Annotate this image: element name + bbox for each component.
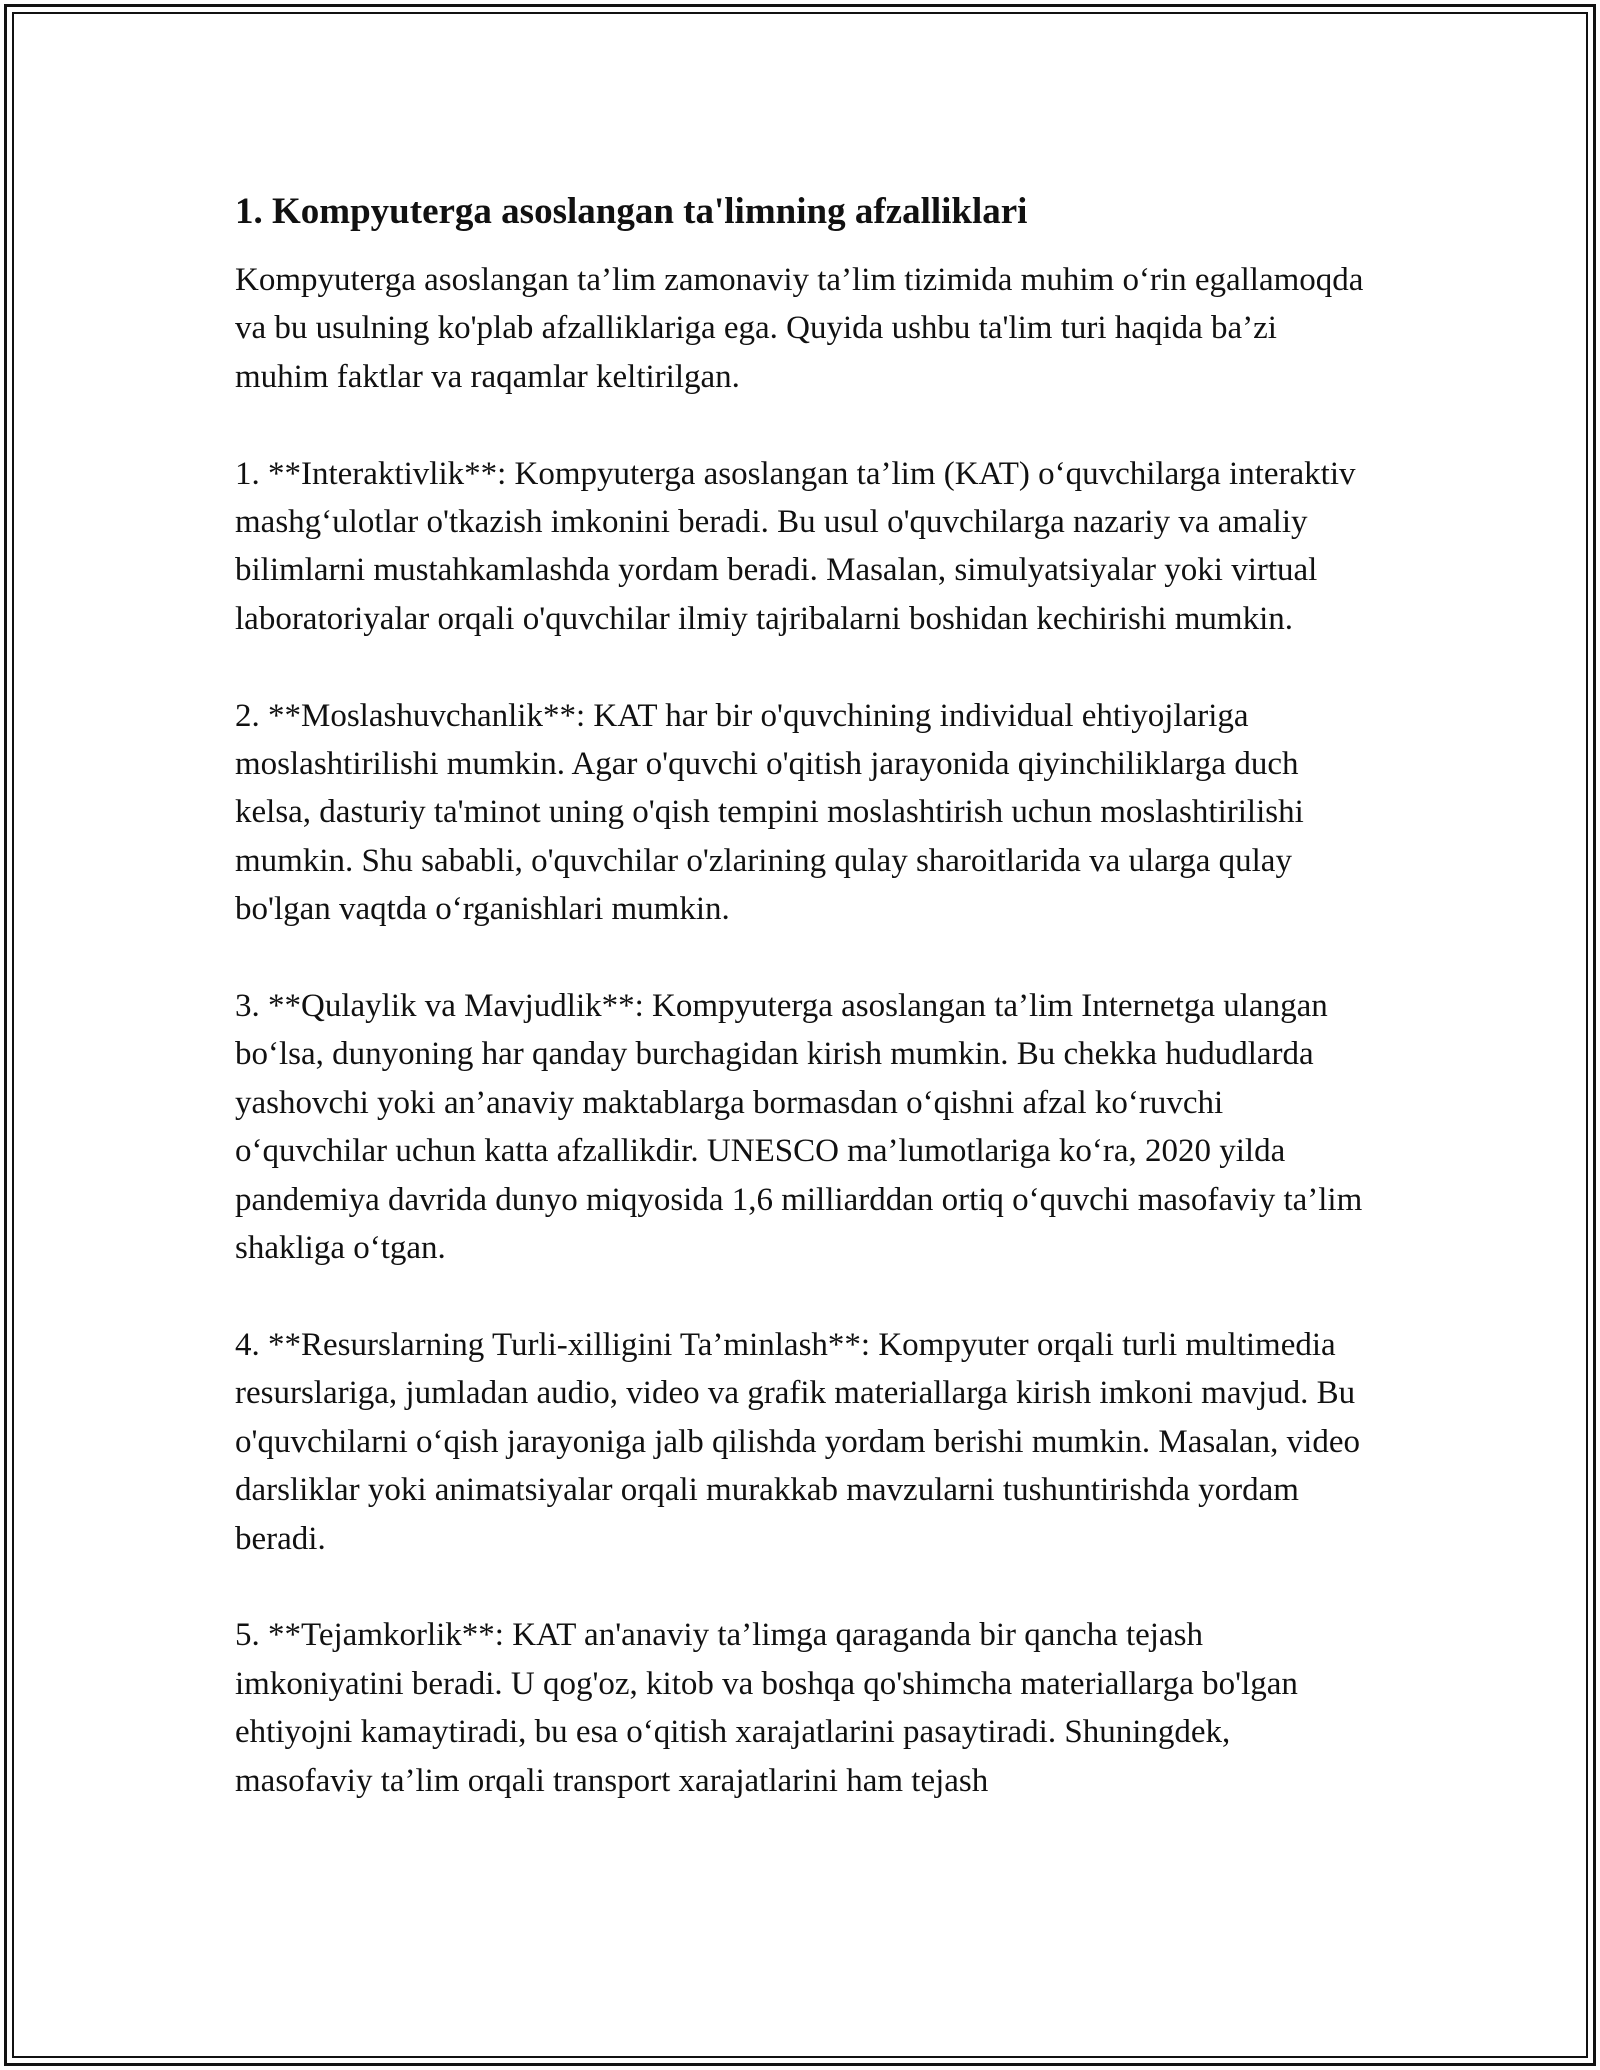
section-heading: 1. Kompyuterga asoslangan ta'limning afzalliklari xyxy=(235,191,1028,232)
paragraph-qulaylik: 3. **Qulaylik va Mavjudlik**: Kompyuterga asoslangan ta’lim Internetga ulangan bo‘lsa, dunyoning har qanday burchagidan kirish mumkin. Bu chekka hududlarda yashovchi yoki an’anaviy maktablarga bormasdan o‘qishni afzal ko‘ruvchi o‘quvchilar uchun katta afzallikdir. UNESCO ma’lumotlariga ko‘ra, 2020 yilda pandemiya davrida dunyo miqyosida 1,6 milliarddan ortiq o‘quvchi masofaviy ta’lim shakliga o‘tgan. xyxy=(235,988,1363,1267)
paragraph-interaktivlik: 1. **Interaktivlik**: Kompyuterga asoslangan ta’lim (KAT) o‘quvchilarga interaktiv mashg‘ulotlar o'tkazish imkonini beradi. Bu usul o'quvchilarga nazariy va amaliy bilimlarni mustahkamlashda yordam beradi. Masalan, simulyatsiyalar yoki virtual laboratoriyalar orqali o'quvchilar ilmiy tajribalarni boshidan kechirishi mumkin. xyxy=(235,455,1356,637)
paragraph-moslashuvchanlik: 2. **Moslashuvchanlik**: KAT har bir o'quvchining individual ehtiyojlariga moslashtirilishi mumkin. Agar o'quvchi o'qitish jarayonida qiyinchiliklarga duch kelsa, dasturiy ta'minot uning o'qish tempini moslashtirish uchun moslashtirilishi mumkin. Shu sababli, o'quvchilar o'zlarining qulay sharoitlarida va ularga qulay bo'lgan vaqtda o‘rganishlari mumkin. xyxy=(235,697,1304,928)
document-body xyxy=(235,188,1375,1805)
paragraph-tejamkorlik: 5. **Tejamkorlik**: KAT an'anaviy ta’limga qaraganda bir qancha tejash imkoniyatini beradi. U qog'oz, kitob va boshqa qo'shimcha materiallarga bo'lgan ehtiyojni kamaytiradi, bu esa o‘qitish xarajatlarini pasaytiradi. Shuningdek, masofaviy ta’lim orqali transport xarajatlarini ham tejash xyxy=(235,1617,1298,1799)
paragraph-resurslar: 4. **Resurslarning Turli-xilligini Ta’minlash**: Kompyuter orqali turli multimedia resurslariga, jumladan audio, video va grafik materiallarga kirish imkoni mavjud. Bu o'quvchilarni o‘qish jarayoniga jalb qilishda yordam berishi mumkin. Masalan, video darsliklar yoki animatsiyalar orqali murakkab mavzularni tushuntirishda yordam beradi. xyxy=(235,1326,1360,1557)
intro-paragraph: Kompyuterga asoslangan ta’lim zamonaviy ta’lim tizimida muhim o‘rin egallamoqda va bu usulning ko'plab afzalliklariga ega. Quyida ushbu ta'lim turi haqida ba’zi muhim faktlar va raqamlar keltirilgan. xyxy=(235,262,1364,395)
